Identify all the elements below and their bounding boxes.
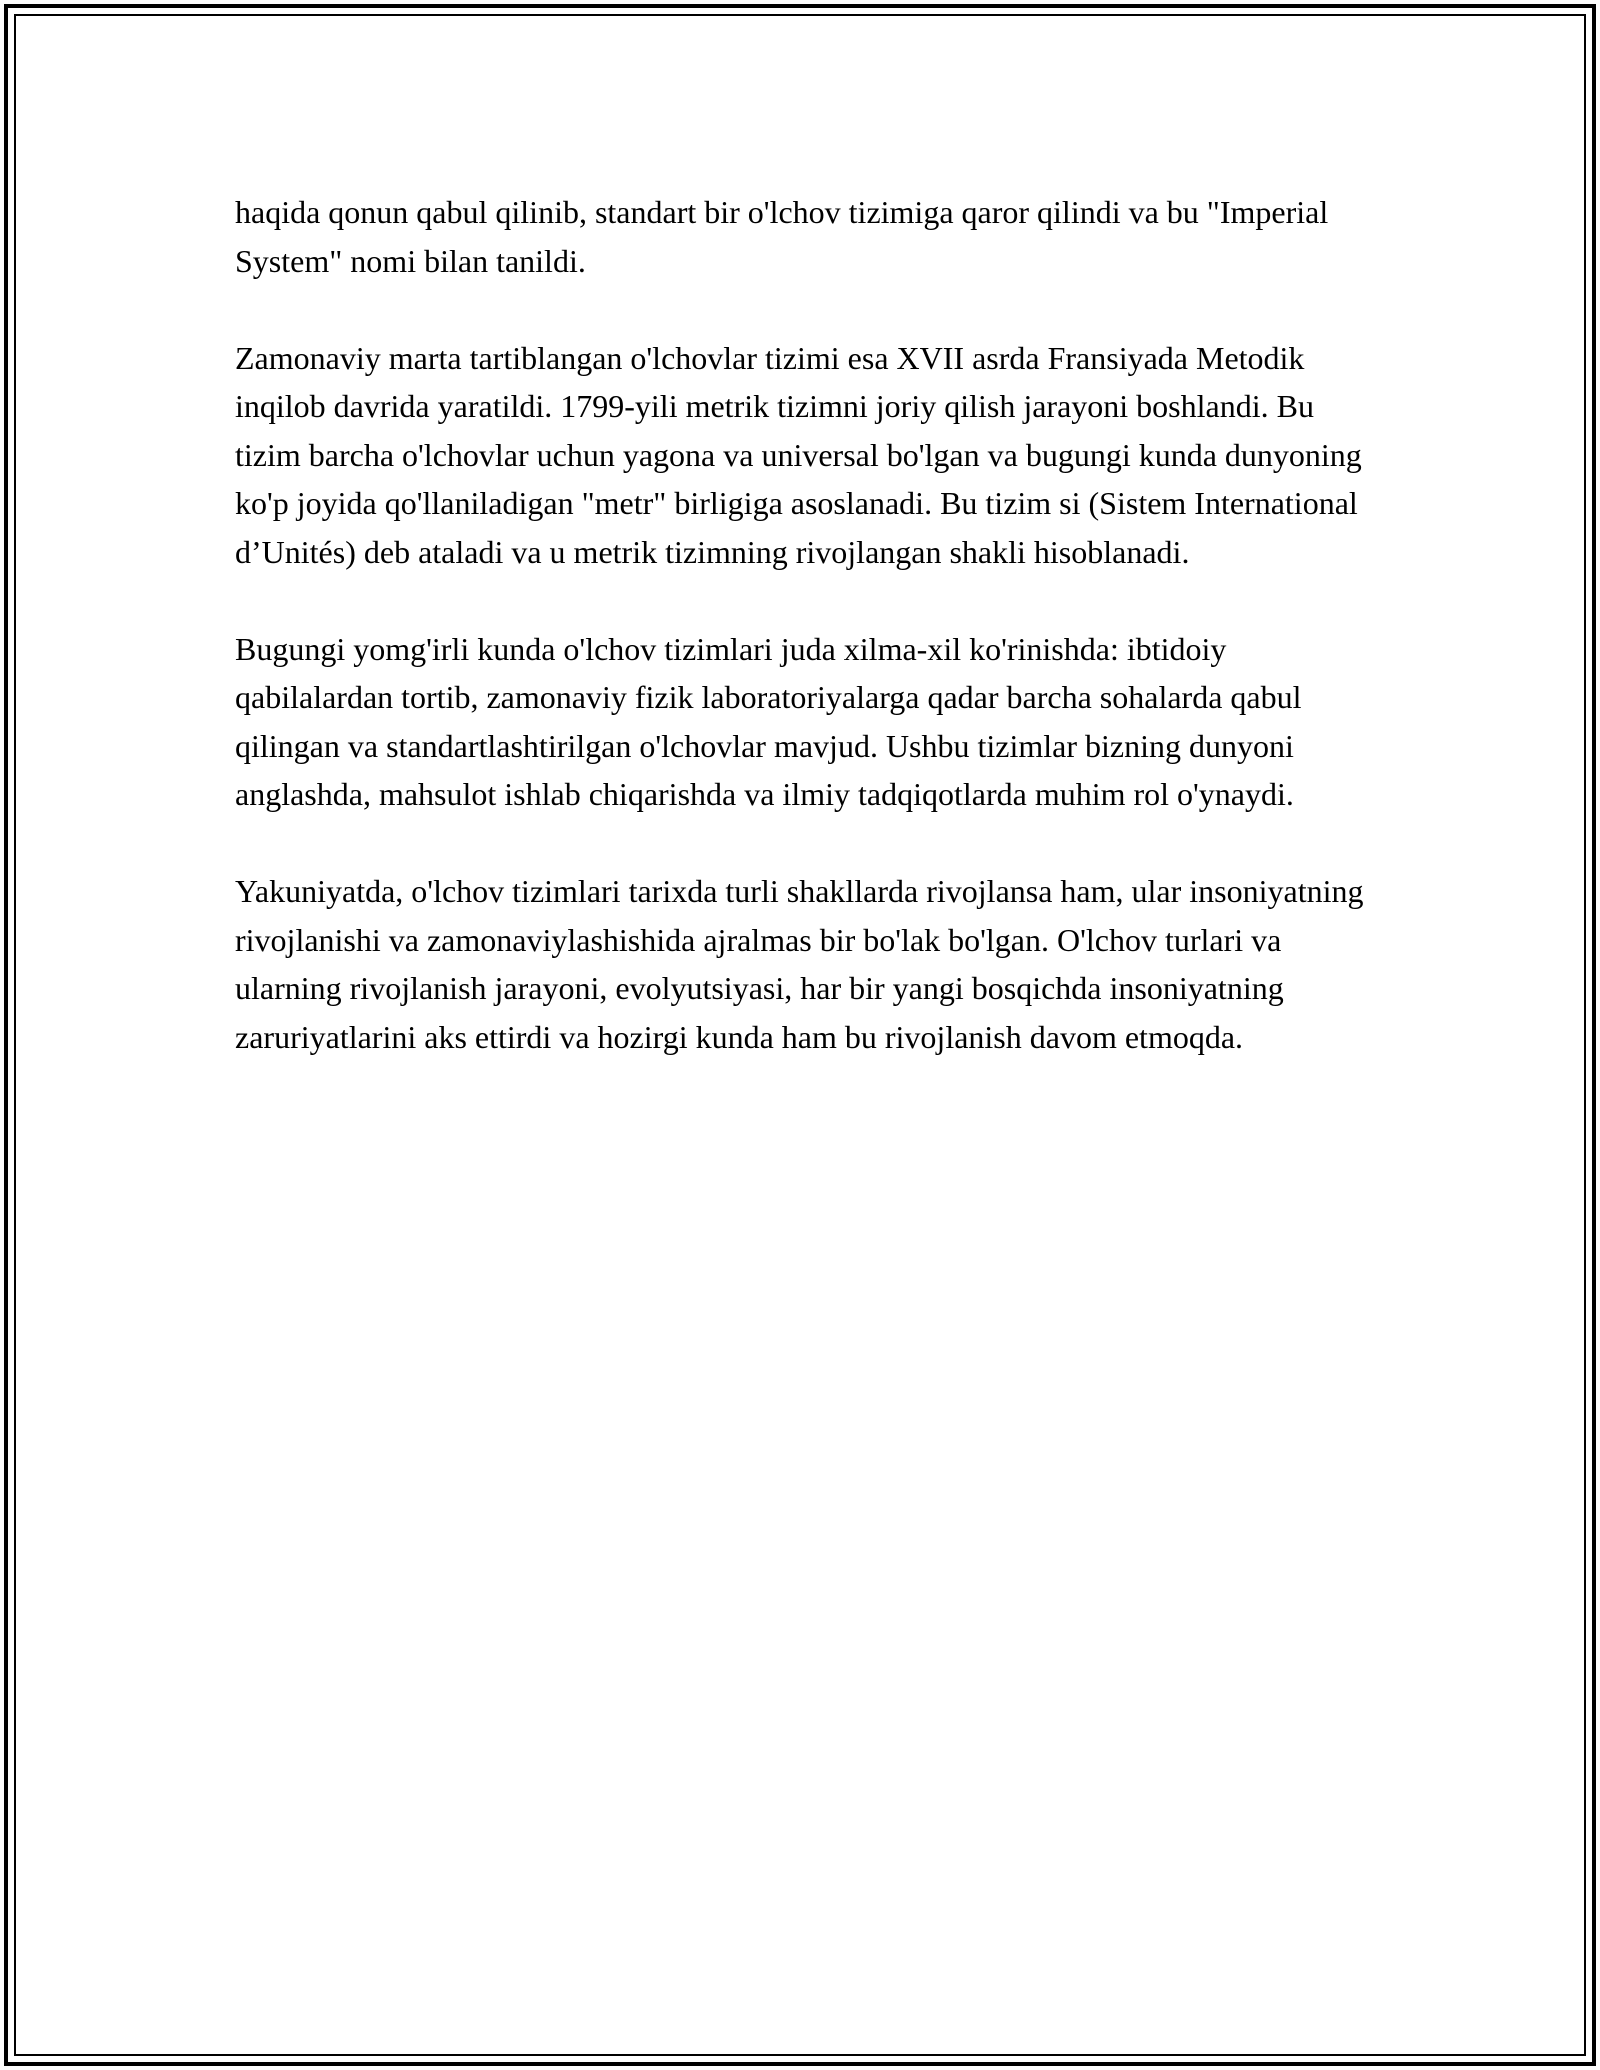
- paragraph-4: Yakuniyatda, o'lchov tizimlari tarixda turli shakllarda rivojlansa ham, ular insoniyatning rivojlanishi va zamonaviylashishida ajralmas bir bo'lak bo'lgan. O'lchov turlari va ularning rivojlanish jarayoni, evolyutsiyasi, har bir yangi bosqichda insoniyatning zaruriyatlarini aks ettirdi va hozirgi kunda ham bu rivojlanish davom etmoqda.: [235, 873, 1364, 1055]
- document-body: [235, 188, 1365, 1061]
- paragraph-3: Bugungi yomg'irli kunda o'lchov tizimlari juda xilma-xil ko'rinishda: ibtidoiy qabilalardan tortib, zamonaviy fizik laboratoriyalarga qadar barcha sohalarda qabul qilingan va standartlashtirilgan o'lchovlar mavjud. Ushbu tizimlar bizning dunyoni anglashda, mahsulot ishlab chiqarishda va ilmiy tadqiqotlarda muhim rol o'ynaydi.: [235, 630, 1302, 812]
- paragraph-2: Zamonaviy marta tartiblangan o'lchovlar tizimi esa XVII asrda Fransiyada Metodik inqilob davrida yaratildi. 1799-yili metrik tizimni joriy qilish jarayoni boshlandi. Bu tizim barcha o'lchovlar uchun yagona va universal bo'lgan va bugungi kunda dunyoning ko'p joyida qo'llaniladigan "metr" birligiga asoslanadi. Bu tizim si (Sistem International d’Unités) deb ataladi va u metrik tizimning rivojlangan shakli hisoblanadi.: [235, 339, 1362, 570]
- paragraph-1: haqida qonun qabul qilinib, standart bir o'lchov tizimiga qaror qilindi va bu "Imperial System" nomi bilan tanildi.: [235, 194, 1329, 279]
